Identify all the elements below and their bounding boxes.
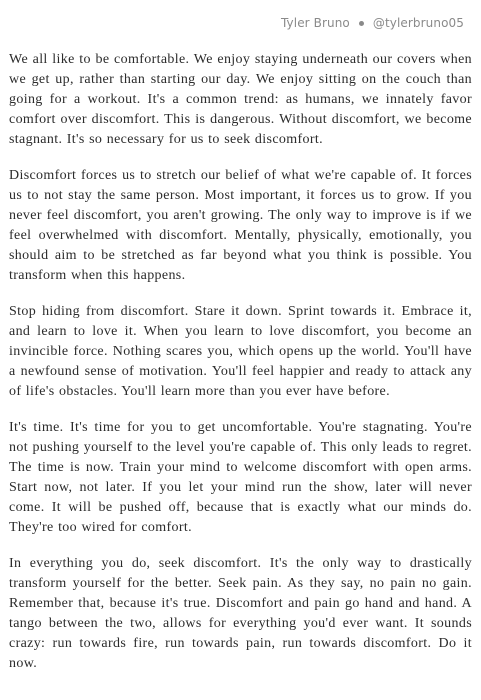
- paragraph-4: It's time. It's time for you to get uncomfortable. You're stagnating. You're not pushing yourself to the level you're capable of. This only leads to regret. The time is now. Train your mind to welcome discomfort with open arms. Start now, not later. If you let your mind run the show, later will never come. It will be pushed off, because that is exactly what our minds do. They're too wired for comfort.: [9, 420, 472, 535]
- author-header: [281, 14, 464, 32]
- paragraph-5: In everything you do, seek discomfort. It's the only way to drastically transform yourself for the better. Seek pain. As they say, no pain no gain. Remember that, because it's true. Discomfort and pain go hand and hand. A tango between the two, allows for everything you'd ever want. It sounds crazy: run towards fire, run towards pain, run towards discomfort. Do it now.: [9, 556, 472, 671]
- paragraph-3: Stop hiding from discomfort. Stare it down. Sprint towards it. Embrace it, and learn to love it. When you learn to love discomfort, you become an invincible force. Nothing scares you, which opens up the world. You'll have a newfound sense of motivation. You'll feel happier and ready to attack any of life's obstacles. You'll learn more than you ever have before.: [9, 304, 472, 399]
- author-name: Tyler Bruno: [281, 16, 350, 30]
- paragraph-2: Discomfort forces us to stretch our belief of what we're capable of. It forces us to not stay the same person. Most important, it forces us to grow. If you never feel discomfort, you aren't growing. The only way to improve is if we feel overwhelmed with discomfort. Mentally, physically, emotionally, you should aim to be stretched as far beyond what you think is possible. You transform when this happens.: [9, 168, 472, 283]
- paragraph-1: We all like to be comfortable. We enjoy staying underneath our covers when we get up, rather than starting our day. We enjoy sitting on the couch than going for a workout. It's a common trend: as humans, we innately favor comfort over discomfort. This is dangerous. Without discomfort, we become stagnant. It's so necessary for us to seek discomfort.: [9, 52, 472, 147]
- article-body: [9, 50, 472, 674]
- bullet-separator-icon: [359, 21, 364, 26]
- author-handle: @tylerbruno05: [372, 16, 464, 30]
